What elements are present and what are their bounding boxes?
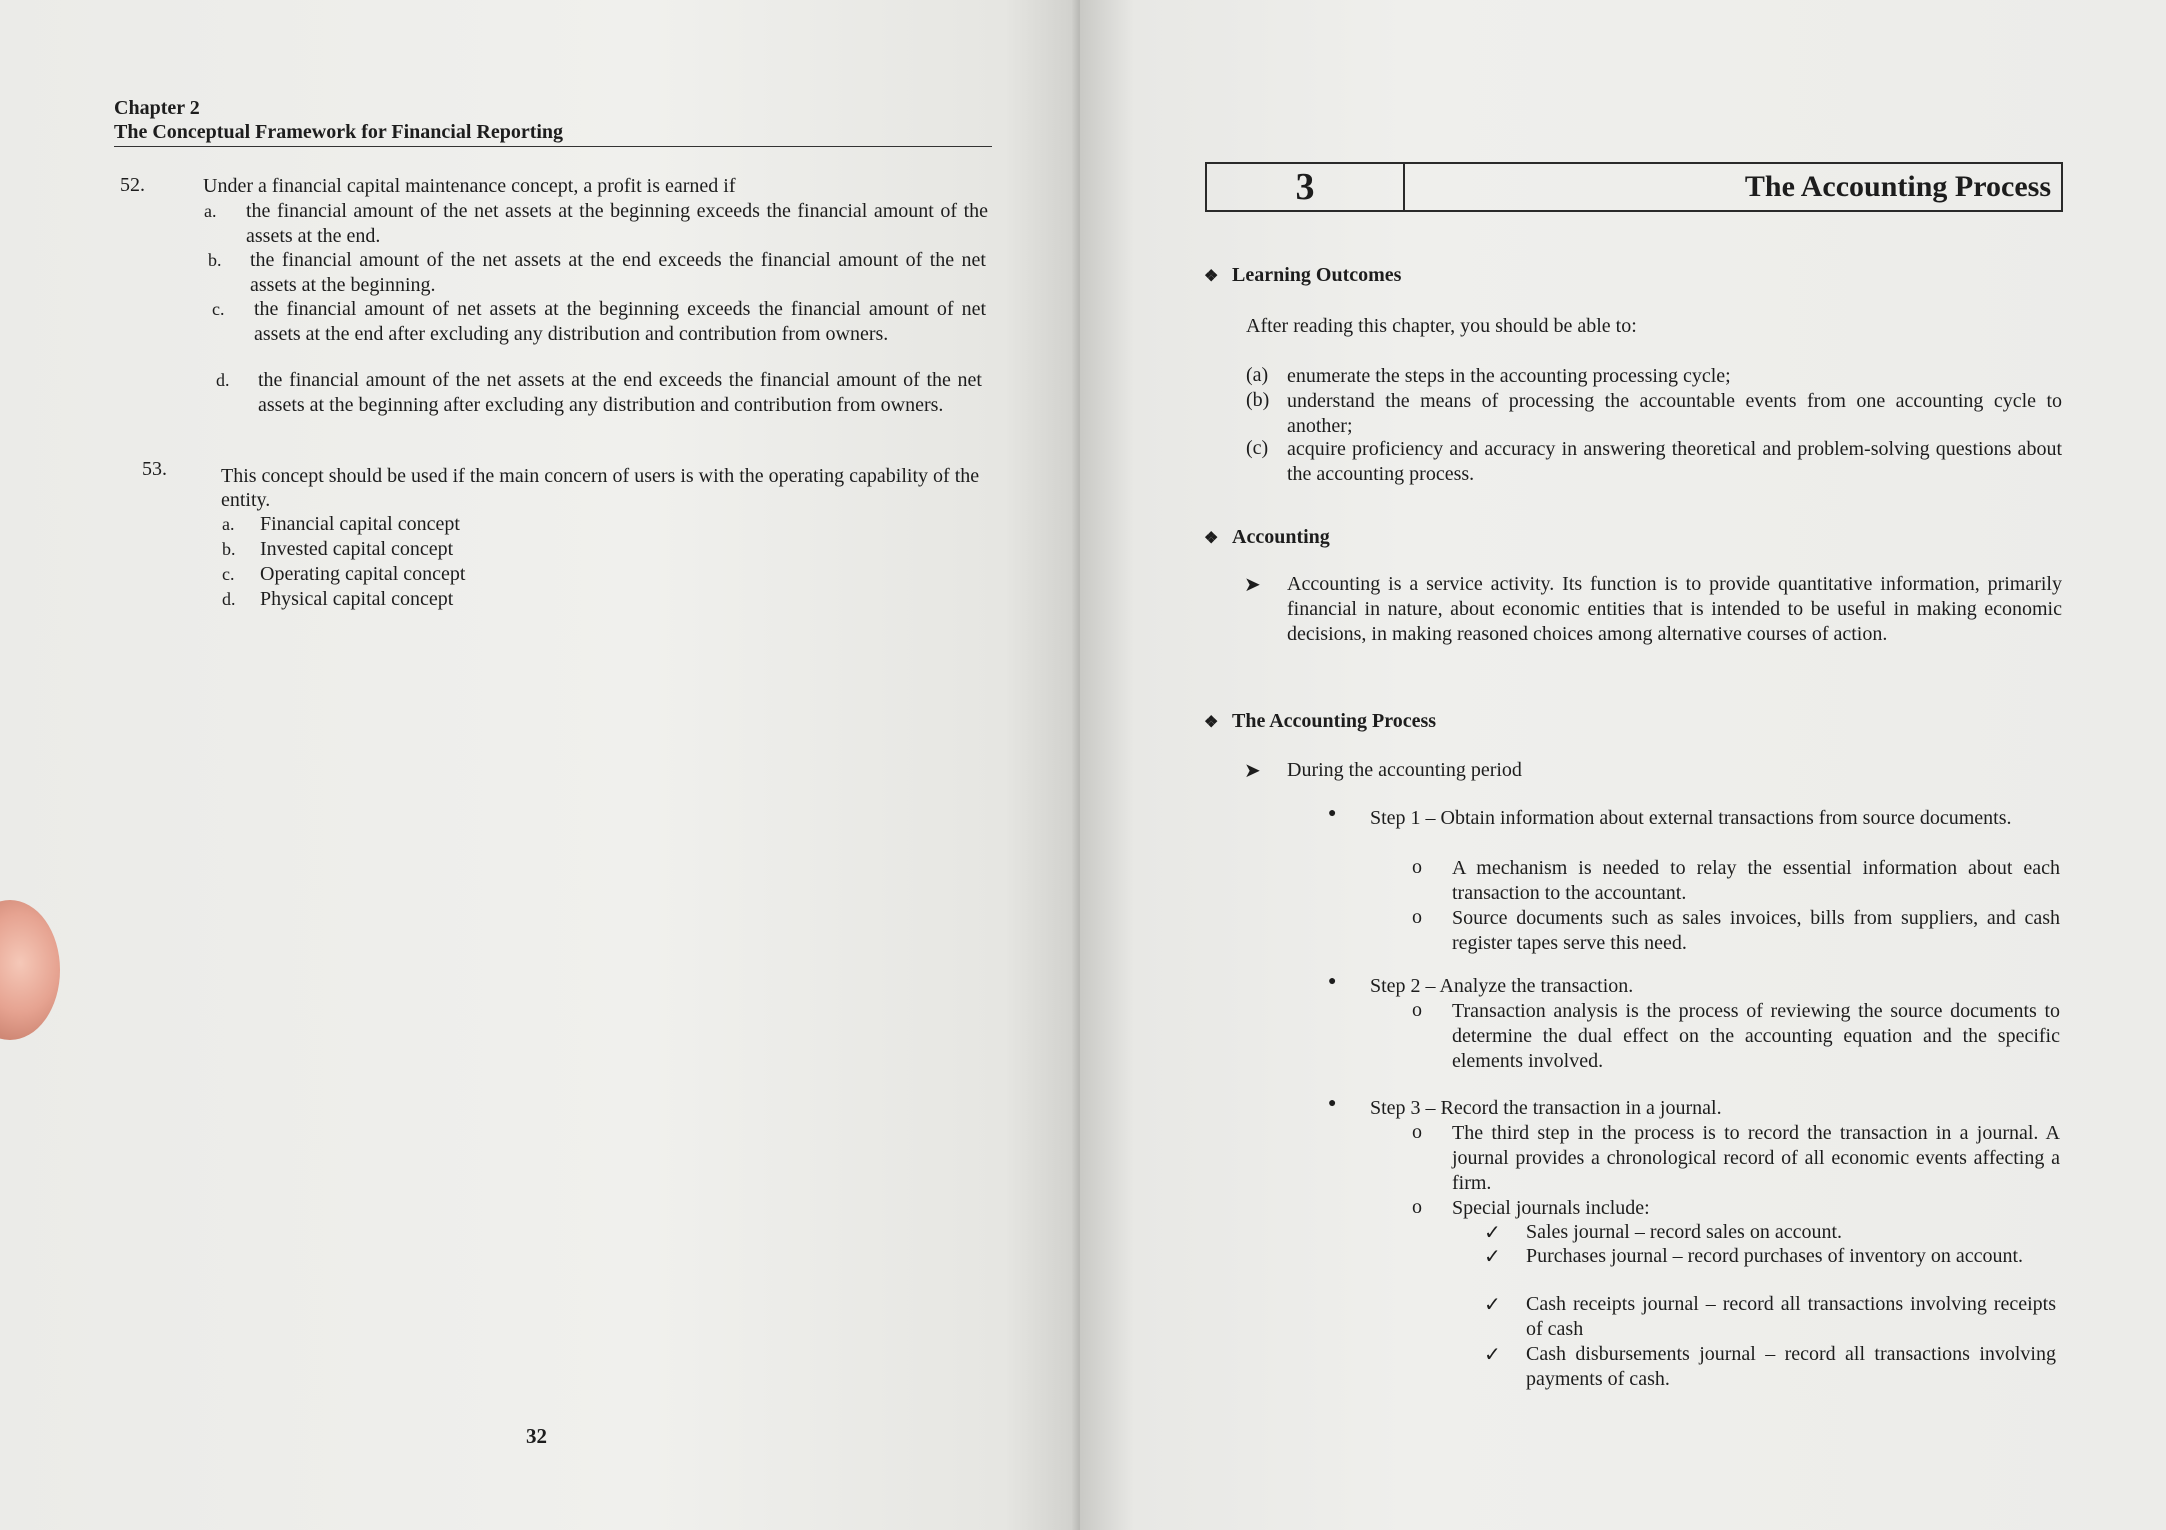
question-stem: This concept should be used if the main concern of users is with the operating capability of the entity. <box>221 465 980 511</box>
step-3-detail: The third step in the process is to record the transaction in a journal. A journal provides a chronological record of all economic events affecting a firm. <box>1452 1122 2060 1194</box>
question-stem: Under a financial capital maintenance concept, a profit is earned if <box>203 175 736 197</box>
option <box>222 562 760 587</box>
chapter-box-divider <box>1403 164 1405 210</box>
question-number: 53. <box>142 458 167 480</box>
check-icon: ✓ <box>1484 1344 1501 1366</box>
dot-bullet-icon: ● <box>1328 1096 1337 1111</box>
journal-item: Purchases journal – record purchases of inventory on account. <box>1526 1245 2024 1267</box>
journal-item: Cash receipts journal – record all transactions involving receipts of cash <box>1526 1293 2056 1340</box>
step-1-detail: A mechanism is needed to relay the essential information about each transaction to the accountant. <box>1452 857 2060 904</box>
page-number: 32 <box>526 1424 547 1448</box>
intro-text: After reading this chapter, you should be able to: <box>1246 315 1637 337</box>
option-label: b. <box>208 250 222 270</box>
option-label: d. <box>216 370 230 390</box>
option-text: Operating capital concept <box>260 563 466 585</box>
step-2-detail: Transaction analysis is the process of reviewing the source documents to determine the dual effect on the accounting equation and the specific elements involved. <box>1452 1000 2060 1072</box>
section-heading <box>1204 710 1436 733</box>
option-label: d. <box>222 589 236 609</box>
running-header <box>114 96 992 147</box>
section-heading-text: The Accounting Process <box>1232 710 1437 732</box>
option-label: a. <box>222 514 235 534</box>
section-heading-text: Accounting <box>1232 526 1330 548</box>
chapter-label: Chapter 2 <box>114 97 200 119</box>
step-1: Step 1 – Obtain information about external transactions from source documents. <box>1370 807 2012 829</box>
outcome-label: (c) <box>1246 437 1269 459</box>
option-text: Invested capital concept <box>260 538 454 560</box>
circle-bullet-icon: o <box>1412 999 1422 1021</box>
thumb-image <box>0 900 60 1040</box>
option-text: Physical capital concept <box>260 588 454 610</box>
option-text: the financial amount of the net assets at the end exceeds the financial amount of the net assets at the beginning. <box>250 249 986 296</box>
dot-bullet-icon: ● <box>1328 974 1337 989</box>
chapter-heading-box <box>1205 162 2063 212</box>
option <box>216 368 982 417</box>
section-heading <box>1204 526 1330 549</box>
arrow-bullet-icon: ➤ <box>1244 574 1261 596</box>
dot-bullet-icon: ● <box>1328 806 1337 821</box>
option-text: the financial amount of the net assets at the beginning exceeds the financial amount of the assets at the end. <box>246 200 988 247</box>
option <box>222 537 760 562</box>
circle-bullet-icon: o <box>1412 906 1422 928</box>
section-heading <box>1204 264 1401 287</box>
option <box>222 587 760 612</box>
option-label: c. <box>222 564 235 584</box>
step-3: Step 3 – Record the transaction in a journal. <box>1370 1097 1722 1119</box>
step-1-detail: Source documents such as sales invoices, bills from suppliers, and cash register tapes serve this need. <box>1452 907 2060 954</box>
option-label: b. <box>222 539 236 559</box>
check-icon: ✓ <box>1484 1246 1501 1268</box>
circle-bullet-icon: o <box>1412 1196 1422 1218</box>
option-label: c. <box>212 299 225 319</box>
option <box>222 512 760 537</box>
option <box>212 297 986 346</box>
section-heading-text: Learning Outcomes <box>1232 264 1402 286</box>
chapter-heading-title: The Accounting Process <box>1744 170 2051 203</box>
chapter-title: The Conceptual Framework for Financial Reporting <box>114 121 564 143</box>
outcome-label: (a) <box>1246 364 1269 386</box>
outcome-text: acquire proficiency and accuracy in answering theoretical and problem-solving questions about the accounting process. <box>1287 438 2062 485</box>
check-icon: ✓ <box>1484 1294 1501 1316</box>
circle-bullet-icon: o <box>1412 856 1422 878</box>
journal-item: Sales journal – record sales on account. <box>1526 1221 1843 1243</box>
check-icon: ✓ <box>1484 1222 1501 1244</box>
diamond-bullet-icon: ❖ <box>1204 268 1219 285</box>
accounting-definition: Accounting is a service activity. Its function is to provide quantitative information, primarily financial in nature, about economic entities that is intended to be useful in making economic decisions, in making reasoned choices among alternative courses of action. <box>1287 573 2062 645</box>
step-3-detail: Special journals include: <box>1452 1197 1650 1219</box>
diamond-bullet-icon: ❖ <box>1204 530 1219 547</box>
option-label: a. <box>204 201 217 221</box>
option-text: Financial capital concept <box>260 513 460 535</box>
diamond-bullet-icon: ❖ <box>1204 714 1219 731</box>
option <box>208 248 986 297</box>
chapter-number: 3 <box>1295 166 1315 208</box>
outcome-text: enumerate the steps in the accounting processing cycle; <box>1287 365 1731 387</box>
step-2: Step 2 – Analyze the transaction. <box>1370 975 1634 997</box>
journal-item: Cash disbursements journal – record all transactions involving payments of cash. <box>1526 1343 2056 1390</box>
option-text: the financial amount of net assets at the beginning exceeds the financial amount of net assets at the end after excluding any distribution and contribution from owners. <box>254 298 986 345</box>
outcome-label: (b) <box>1246 389 1270 411</box>
period-text: During the accounting period <box>1287 759 1522 781</box>
left-page <box>0 0 1080 1530</box>
option <box>204 199 988 248</box>
arrow-bullet-icon: ➤ <box>1244 760 1261 782</box>
question-number: 52. <box>120 174 145 196</box>
outcome-text: understand the means of processing the accountable events from one accounting cycle to another; <box>1287 390 2062 437</box>
option-text: the financial amount of the net assets at the end exceeds the financial amount of the net assets at the beginning after excluding any distribution and contribution from owners. <box>258 369 982 416</box>
circle-bullet-icon: o <box>1412 1121 1422 1143</box>
